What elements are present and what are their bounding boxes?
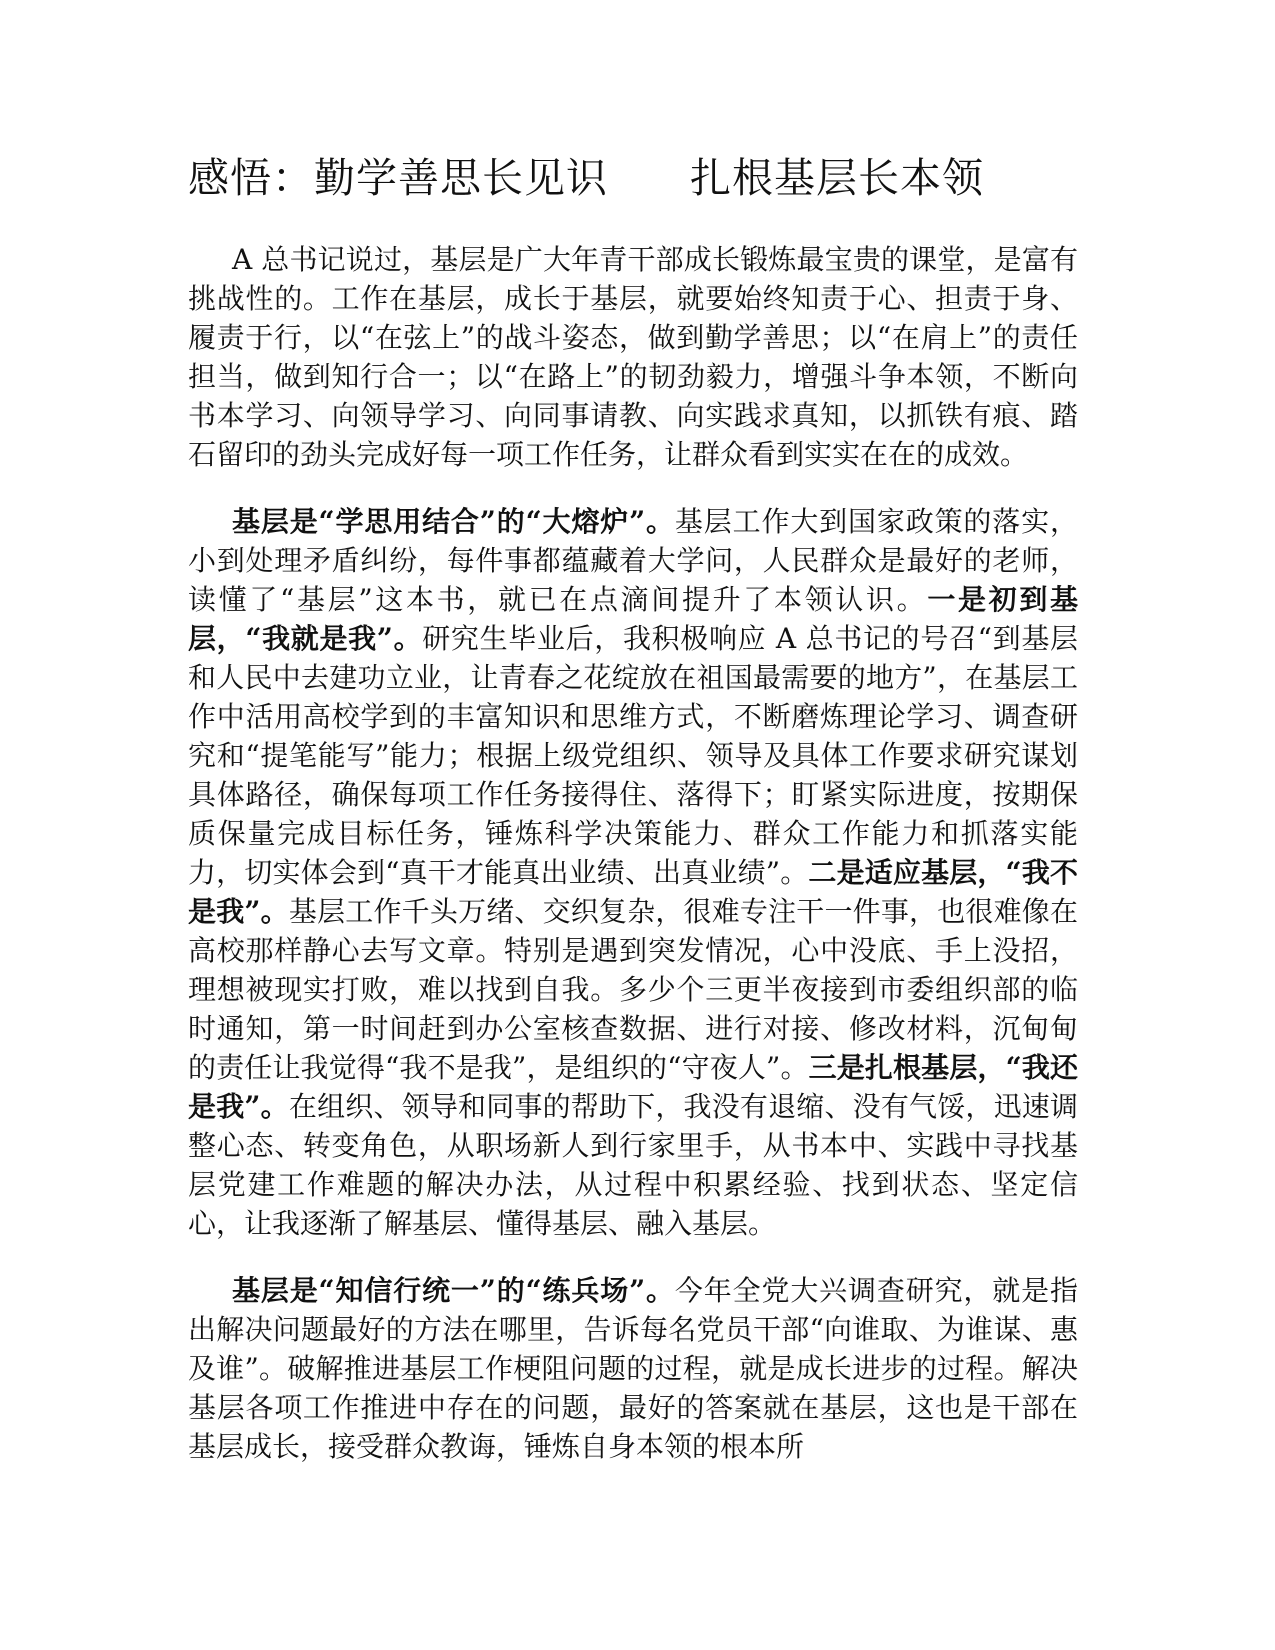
point-heading-1: 一是初到基层，“我就是我”。	[188, 583, 1078, 655]
paragraph-text: 今年全党大兴调查研究，就是指出解决问题最好的方法在哪里，告诉每名党员干部“向谁取、为谁谋、惠及谁”。破解推进基层工作梗阻问题的过程，就是成长进步的过程。解决基层各项工作推进中存在的问题，最好的答案就在基层，这也是干部在基层成长，接受群众教诲，锤炼自身本领的根本所	[188, 1274, 1078, 1463]
point-heading-2: 二是适应基层，“我不是我”。	[188, 856, 1078, 928]
paragraph-text: 在组织、领导和同事的帮助下，我没有退缩、没有气馁，迅速调整心态、转变角色，从职场新人到行家里手，从书本中、实践中寻找基层党建工作难题的解决办法，从过程中积累经验、找到状态、坚定信心，让我逐渐了解基层、懂得基层、融入基层。	[188, 1090, 1078, 1240]
document-body	[188, 150, 1078, 1494]
paragraph-text: 研究生毕业后，我积极响应 A 总书记的号召“到基层和人民中去建功立业，让青春之花绽放在祖国最需要的地方”，在基层工作中活用高校学到的丰富知识和思维方式，不断磨炼理论学习、调查研究和“提笔能写”能力；根据上级党组织、领导及具体工作要求研究谋划具体路径，确保每项工作任务接得住、落得下；盯紧实际进度，按期保质保量完成目标任务，锤炼科学决策能力、群众工作能力和抓落实能力，切实体会到“真干才能真出业绩、出真业绩”。	[188, 622, 1078, 889]
paragraph-intro	[188, 240, 1078, 474]
document-title	[188, 150, 1078, 206]
intro-text: A 总书记说过，基层是广大年青干部成长锻炼最宝贵的课堂，是富有挑战性的。工作在基层，成长于基层，就要始终知责于心、担责于身、履责于行，以“在弦上”的战斗姿态，做到勤学善思；以“在肩上”的责任担当，做到知行合一；以“在路上”的韧劲毅力，增强斗争本领，不断向书本学习、向领导学习、向同事请教、向实践求真知，以抓铁有痕、踏石留印的劲头完成好每一项工作任务，让群众看到实实在在的成效。	[188, 243, 1078, 471]
section-heading-melting-pot: 基层是“学思用结合”的“大熔炉”。	[232, 505, 675, 538]
paragraph-text: 基层工作千头万绪、交织复杂，很难专注干一件事，也很难像在高校那样静心去写文章。特别是遇到突发情况，心中没底、手上没招，理想被现实打败，难以找到自我。多少个三更半夜接到市委组织部的临时通知，第一时间赶到办公室核查数据、进行对接、修改材料，沉甸甸的责任让我觉得“我不是我”，是组织的“守夜人”。	[188, 895, 1078, 1084]
paragraph-text: 基层工作大到国家政策的落实，小到处理矛盾纠纷，每件事都蕴藏着大学问，人民群众是最好的老师，读懂了“基层”这本书，就已在点滴间提升了本领认识。	[188, 505, 1078, 616]
paragraph-training-ground	[188, 1271, 1078, 1466]
title-part-1: 感悟：勤学善思长见识	[188, 154, 608, 202]
point-heading-3: 三是扎根基层，“我还是我”。	[188, 1051, 1078, 1123]
section-heading-training-ground: 基层是“知信行统一”的“练兵场”。	[232, 1274, 675, 1307]
title-part-2: 扎根基层长本领	[690, 154, 984, 202]
paragraph-melting-pot	[188, 502, 1078, 1243]
